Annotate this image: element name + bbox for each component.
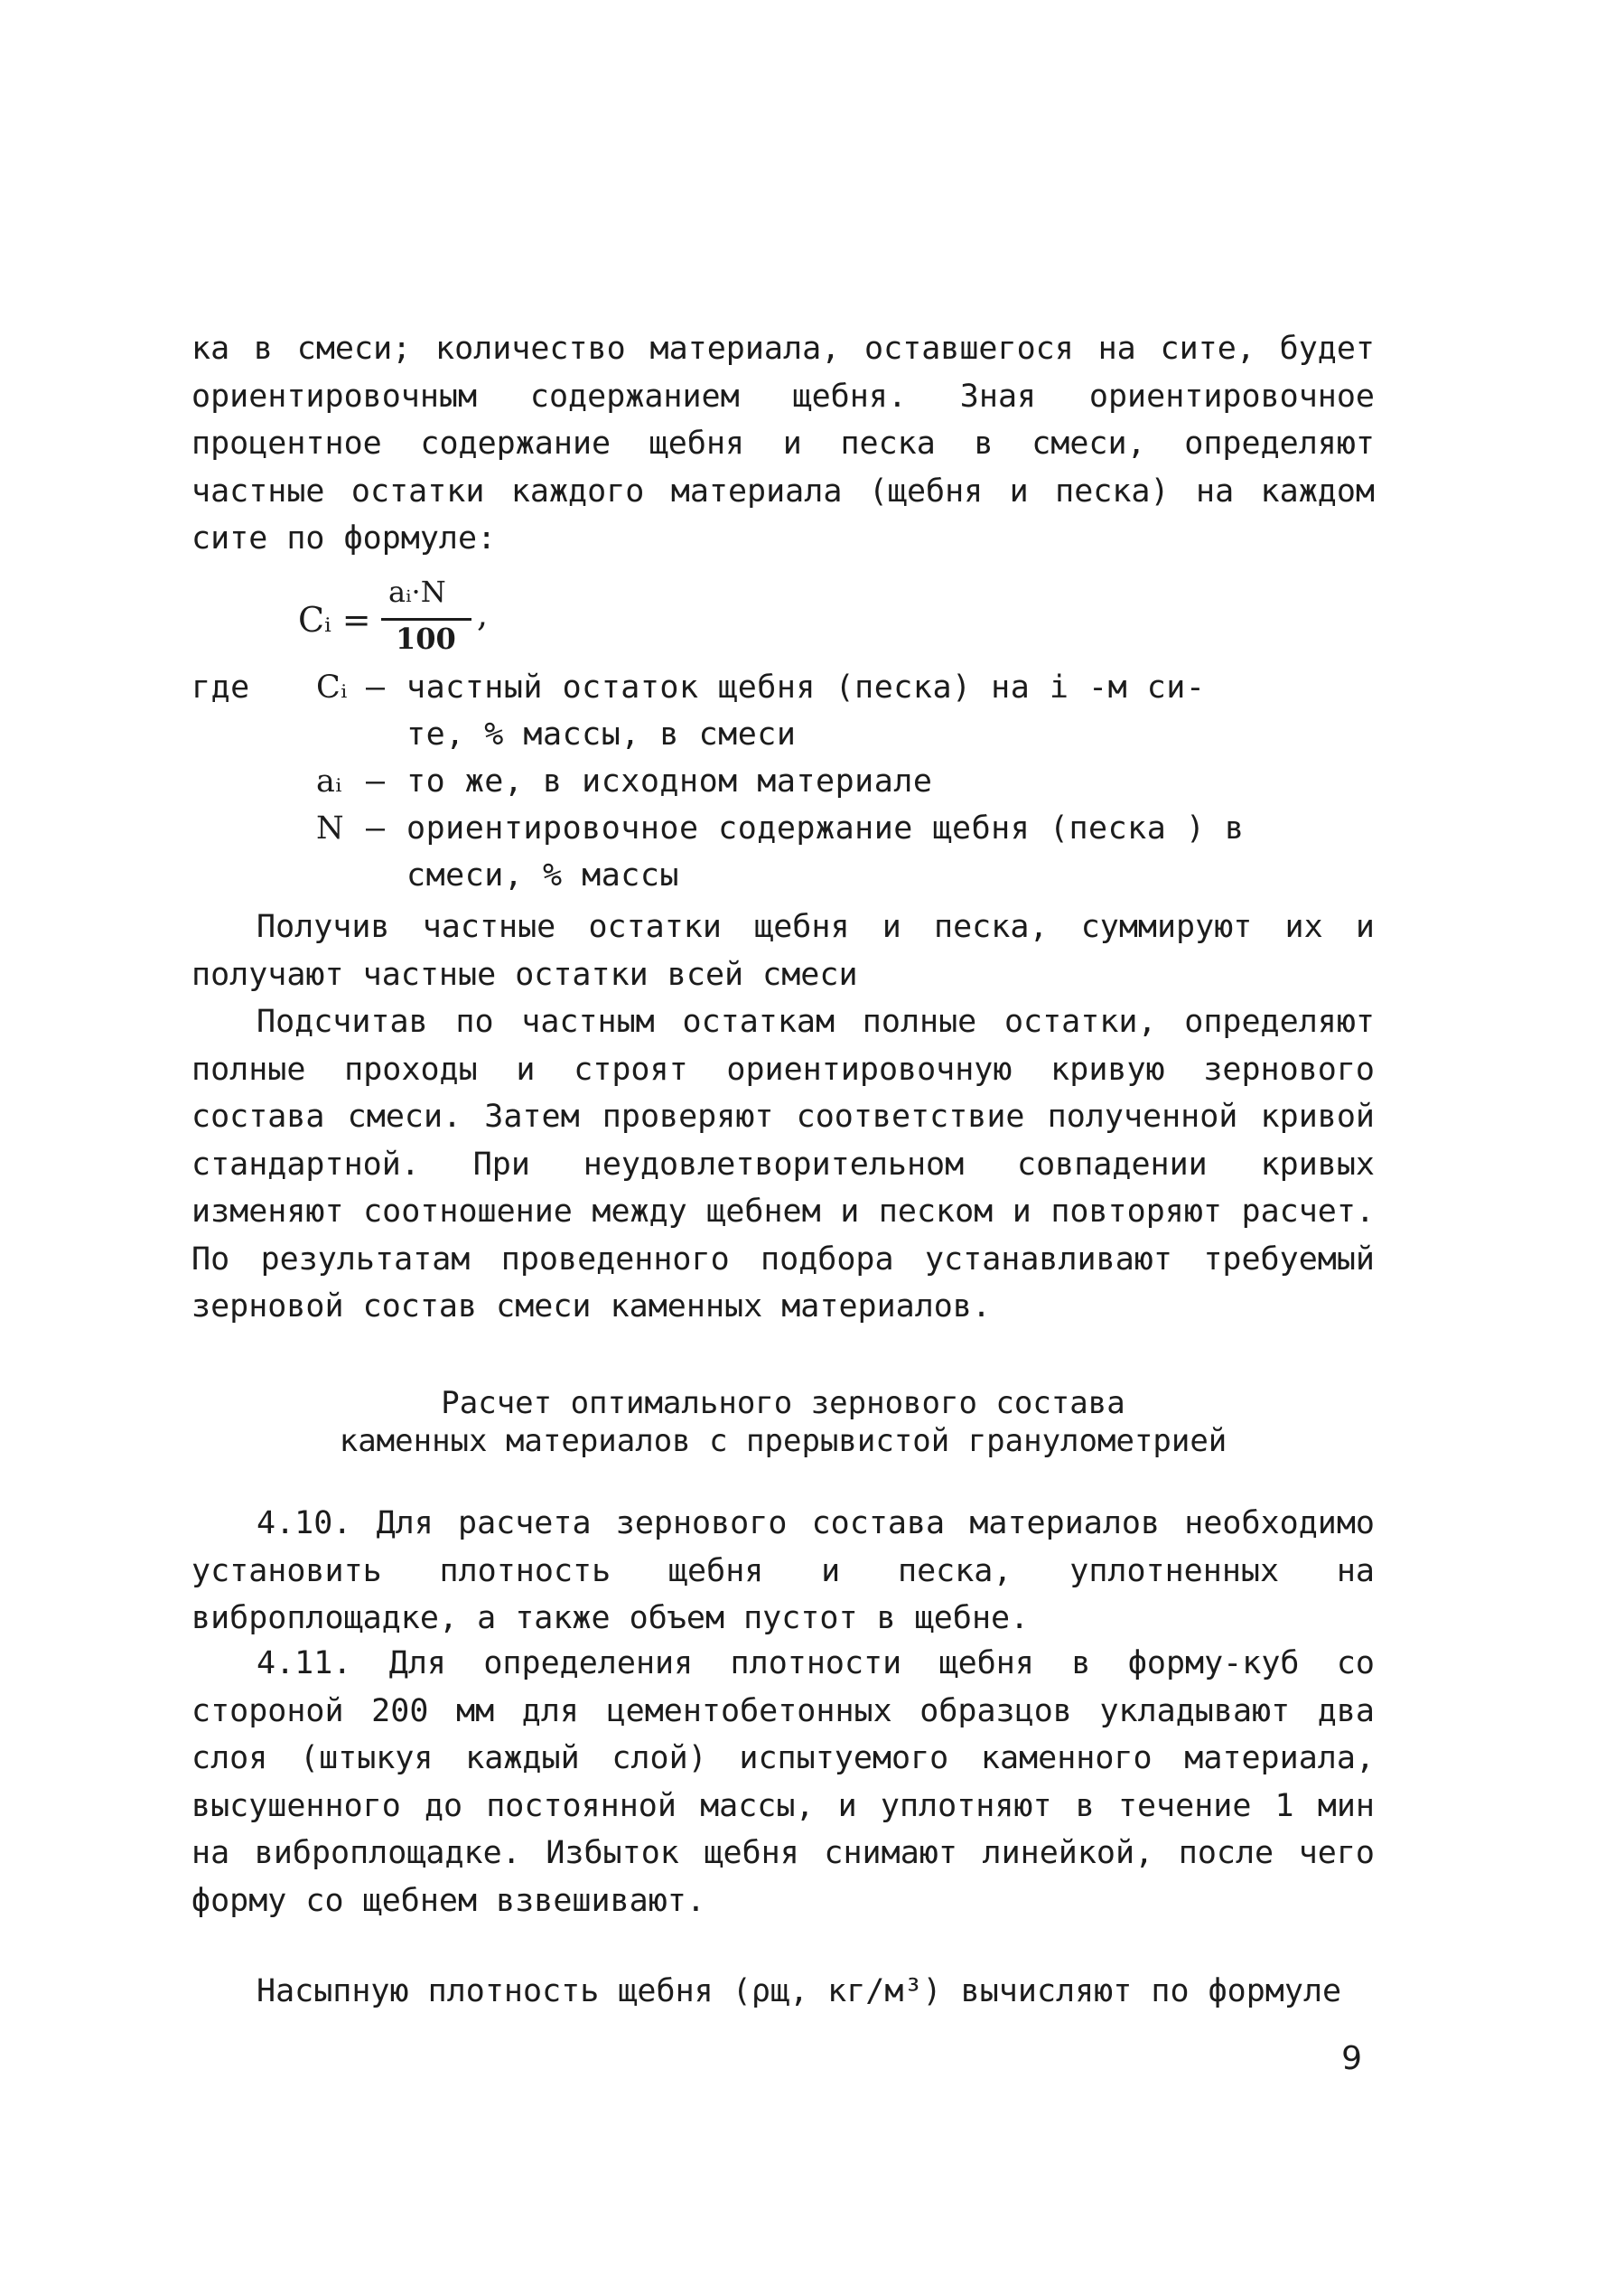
formula-denominator: 100 xyxy=(396,622,456,656)
formula-lhs: Cᵢ = xyxy=(298,600,371,640)
paragraph-4-10: 4.10. Для расчета зернового состава материалов необходимо установить плотность щебня и песка, уплотненных на виброплощадке, а также объем пустот в щебне. xyxy=(191,1505,1375,1636)
def-dash-c: – xyxy=(366,669,386,706)
section-heading-line2: каменных материалов с прерывистой гранулометрией xyxy=(339,1423,1227,1459)
paragraph-4-11: 4.11. Для определения плотности щебня в форму-куб со стороной 200 мм для цементобетонных образцов укладывают два слоя (штыкуя каждый слой) испытуемого каменного материала, высушенного до постоянной массы, и уплотняют в течение 1 мин на виброплощадке. Избыток щебня снимают линейкой, после чего форму со щебнем взвешивают. xyxy=(191,1645,1375,1919)
fraction-bar xyxy=(381,618,471,621)
paragraph-bulk-density: Насыпную плотность щебня (ρщ, кг/м³) вычисляют по формуле xyxy=(257,1973,1342,2009)
def-dash-a: – xyxy=(366,763,386,800)
page-number: 9 xyxy=(1341,2040,1362,2077)
def-text-c-line1: частный остаток щебня (песка) на i -м си- xyxy=(406,669,1206,706)
def-text-a-line1: то же, в исходном материале xyxy=(406,763,933,800)
def-text-n-line1: ориентировочное содержание щебня (песка ) в xyxy=(406,810,1245,847)
def-symbol-a: aᵢ xyxy=(316,763,342,800)
def-text-n-line2: смеси, % массы xyxy=(406,857,680,894)
def-dash-n: – xyxy=(366,810,386,847)
def-symbol-n: N xyxy=(316,810,345,847)
where-label: где xyxy=(191,669,250,706)
def-text-c-line2: те, % массы, в смеси xyxy=(406,716,797,753)
formula-comma: , xyxy=(477,594,489,634)
formula-numerator: aᵢ·N xyxy=(388,575,446,609)
paragraph-full-residues: Подсчитав по частным остаткам полные остатки, определяют полные проходы и строят ориентировочную кривую зернового состава смеси. Затем проверяют соответствие полученной кривой стандартной. При неудовлетворительном совпадении кривых изменяют соотношение между щебнем и песком и повторяют расчет. По результатам проведенного подбора устанавливают требуемый зерновой состав смеси каменных материалов. xyxy=(191,1004,1375,1325)
def-symbol-c: Cᵢ xyxy=(316,669,348,706)
paragraph-sum-residues: Получив частные остатки щебня и песка, суммируют их и получают частные остатки всей смеси xyxy=(191,909,1375,993)
formula-partial-residue xyxy=(298,575,515,665)
section-heading-line1: Расчет оптимального зернового состава xyxy=(441,1385,1125,1421)
paragraph-intro: ка в смеси; количество материала, оставшегося на сите, будет ориентировочным содержанием щебня. Зная ориентировочное процентное содержание щебня и песка в смеси, определяют частные остатки каждого материала (щебня и песка) на каждом сите по формуле: xyxy=(191,331,1375,557)
